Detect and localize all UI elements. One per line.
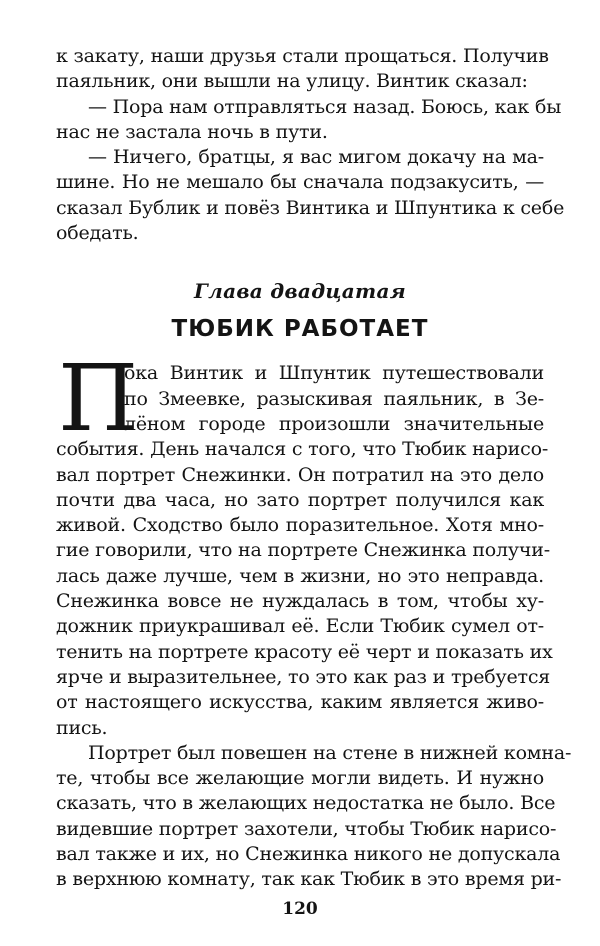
previous-chapter-ending <box>56 44 565 246</box>
text-line: почти два часа, но зато портрет получился как <box>56 488 544 511</box>
chapter-subtitle: Глава двадцатая <box>194 279 406 304</box>
text-line: лёном городе произошли значительные <box>124 412 544 435</box>
paragraph-first-line: Портрет был повешен на стене в нижней комна- <box>88 741 572 764</box>
text-line: ока Винтик и Шпунтик путешествовали <box>124 362 544 385</box>
text-line: гие говорили, что на портрете Снежинка получи- <box>56 539 550 562</box>
text-line: живой. Сходство было поразительное. Хотя мно- <box>56 514 544 537</box>
dialogue-line: — Ничего, братцы, я вас мигом докачу на ма- <box>88 146 544 169</box>
text-line: обедать. <box>56 222 139 245</box>
text-line: Снежинка вовсе не нуждалась в том, чтобы ху- <box>56 590 544 613</box>
drop-cap: П <box>58 345 139 453</box>
text-line: по Змеевке, разыскивая паяльник, в Зе- <box>124 387 544 410</box>
text-line: те, чтобы все желающие могли видеть. И нужно <box>56 767 544 790</box>
text-line: в верхнюю комнату, так как Тюбик в это время ри- <box>56 868 562 891</box>
text-line: от настоящего искусства, каким является живо- <box>56 691 544 714</box>
text-line: паяльник, они вышли на улицу. Винтик сказал: <box>56 70 528 93</box>
text-line: пись. <box>56 716 108 739</box>
book-page <box>56 44 572 893</box>
text-line: видевшие портрет захотели, чтобы Тюбик нарисо- <box>56 817 557 840</box>
text-line: вал также и их, но Снежинка никого не допускала <box>56 843 561 866</box>
text-line: вал портрет Снежинки. Он потратил на это дело <box>56 463 544 486</box>
text-line: нас не застала ночь в пути. <box>56 120 328 143</box>
text-line: сказал Бублик и повёз Винтика и Шпунтика к себе <box>56 196 565 219</box>
text-line: ярче и выразительнее, то это как раз и требуется <box>56 665 551 688</box>
text-line: дожник приукрашивал её. Если Тюбик сумел от- <box>56 615 544 638</box>
chapter-title: ТЮБИК РАБОТАЕТ <box>171 316 429 343</box>
text-line: тенить на портрете красоту её черт и показать их <box>56 640 553 663</box>
chapter-body <box>56 345 572 892</box>
text-line: шине. Но не мешало бы сначала подзакусить, — <box>56 171 544 194</box>
text-line: события. День начался с того, что Тюбик нарисо- <box>56 438 549 461</box>
text-line: к закату, наши друзья стали прощаться. Получив <box>56 45 549 67</box>
dialogue-line: — Пора нам отправляться назад. Боюсь, как бы <box>88 95 562 118</box>
page-number: 120 <box>282 899 318 919</box>
text-line: сказать, что в желающих недостатка не было. Все <box>56 792 556 815</box>
text-line: лась даже лучше, чем в жизни, но это неправда. <box>56 564 544 587</box>
